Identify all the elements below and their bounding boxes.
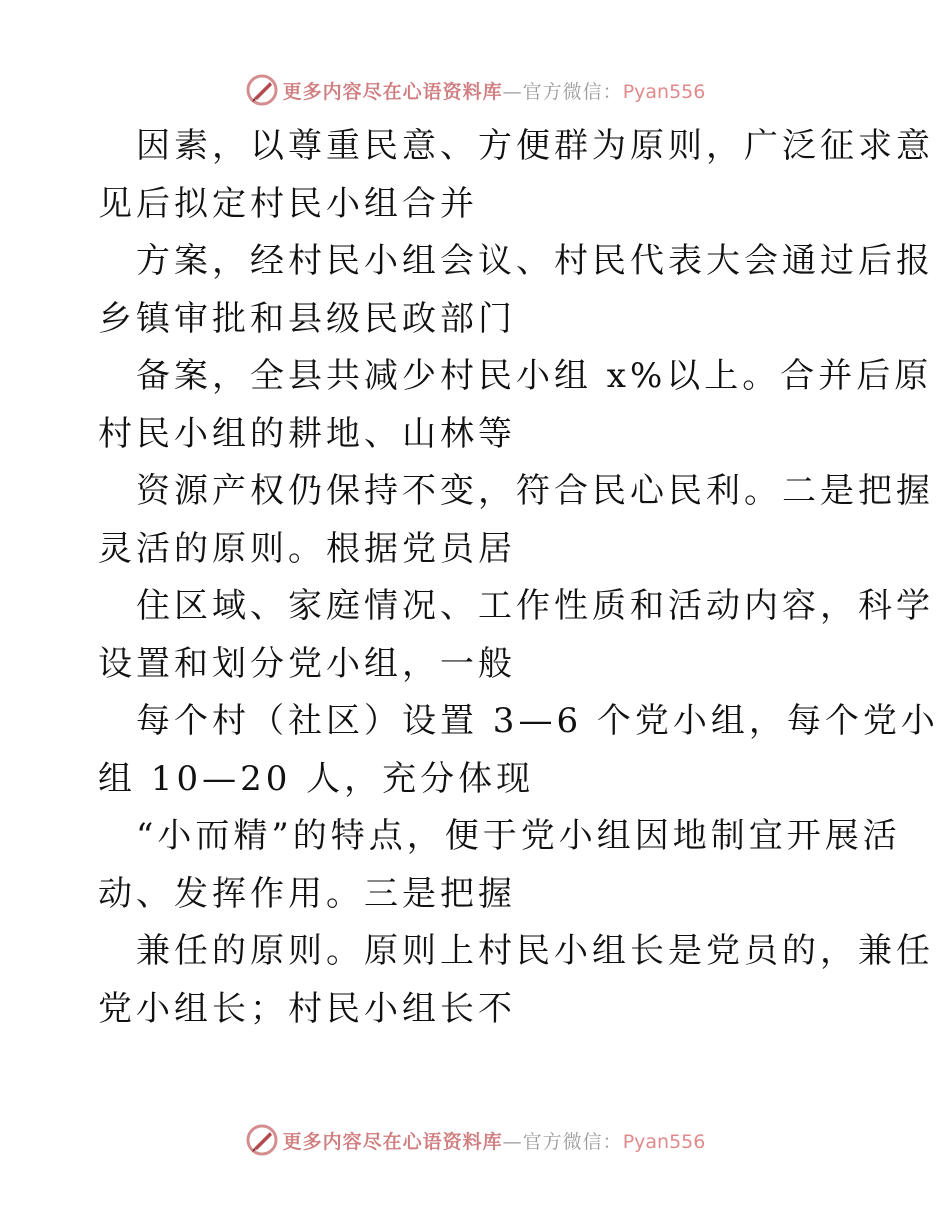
paragraph-5	[98, 578, 934, 693]
paragraph-line: 灵活的原则。根据党员居	[98, 528, 516, 569]
watermark-label: 官方微信：	[522, 1130, 623, 1153]
footer-watermark-banner	[0, 1120, 950, 1160]
paragraph-line: 设置和划分党小组，一般	[98, 643, 516, 684]
watermark-wechat-id: Pyan556	[622, 80, 706, 103]
paragraph-line: 见后拟定村民小组合并	[98, 183, 478, 224]
paragraph-line: 因素，以尊重民意、方便群为原则，广泛征求意	[136, 126, 934, 166]
paragraph-line: “小而精”的特点，便于党小组因地制宜开展活	[136, 816, 901, 856]
paragraph-line: 住区域、家庭情况、工作性质和活动内容，科学	[136, 586, 934, 626]
paragraph-line: 村民小组的耕地、山林等	[98, 413, 516, 454]
watermark-separator: —	[502, 1130, 523, 1153]
paragraph-2	[98, 233, 934, 348]
document-body	[98, 118, 939, 1038]
paragraph-line: 每个村（社区）设置 3—6 个党小组，每个党小	[136, 701, 939, 741]
header-watermark-banner	[0, 70, 950, 110]
watermark-label: 官方微信：	[522, 80, 623, 103]
paragraph-line: 资源产权仍保持不变，符合民心民利。二是把握	[136, 471, 934, 511]
watermark-wechat-id: Pyan556	[622, 1130, 706, 1153]
paragraph-1	[98, 118, 934, 233]
quill-logo-icon	[245, 1123, 279, 1157]
paragraph-6	[98, 693, 939, 808]
paragraph-3	[98, 348, 933, 463]
paragraph-line: 组 10—20 人，充分体现	[98, 758, 535, 799]
quill-logo-icon	[245, 73, 279, 107]
watermark-text	[283, 77, 706, 104]
paragraph-line: 动、发挥作用。三是把握	[98, 873, 516, 914]
paragraph-line: 方案，经村民小组会议、村民代表大会通过后报	[136, 241, 934, 281]
watermark-brand: 更多内容尽在心语资料库	[282, 1130, 503, 1153]
paragraph-4	[98, 463, 934, 578]
watermark-separator: —	[502, 80, 523, 103]
paragraph-line: 备案，全县共减少村民小组 x%以上。合并后原	[136, 356, 933, 396]
watermark-brand: 更多内容尽在心语资料库	[282, 80, 503, 103]
paragraph-line: 乡镇审批和县级民政部门	[98, 298, 516, 339]
paragraph-8	[98, 923, 934, 1038]
paragraph-7	[98, 808, 901, 923]
watermark-text	[283, 1127, 706, 1154]
paragraph-line: 党小组长；村民小组长不	[98, 988, 516, 1029]
paragraph-line: 兼任的原则。原则上村民小组长是党员的，兼任	[136, 931, 934, 971]
